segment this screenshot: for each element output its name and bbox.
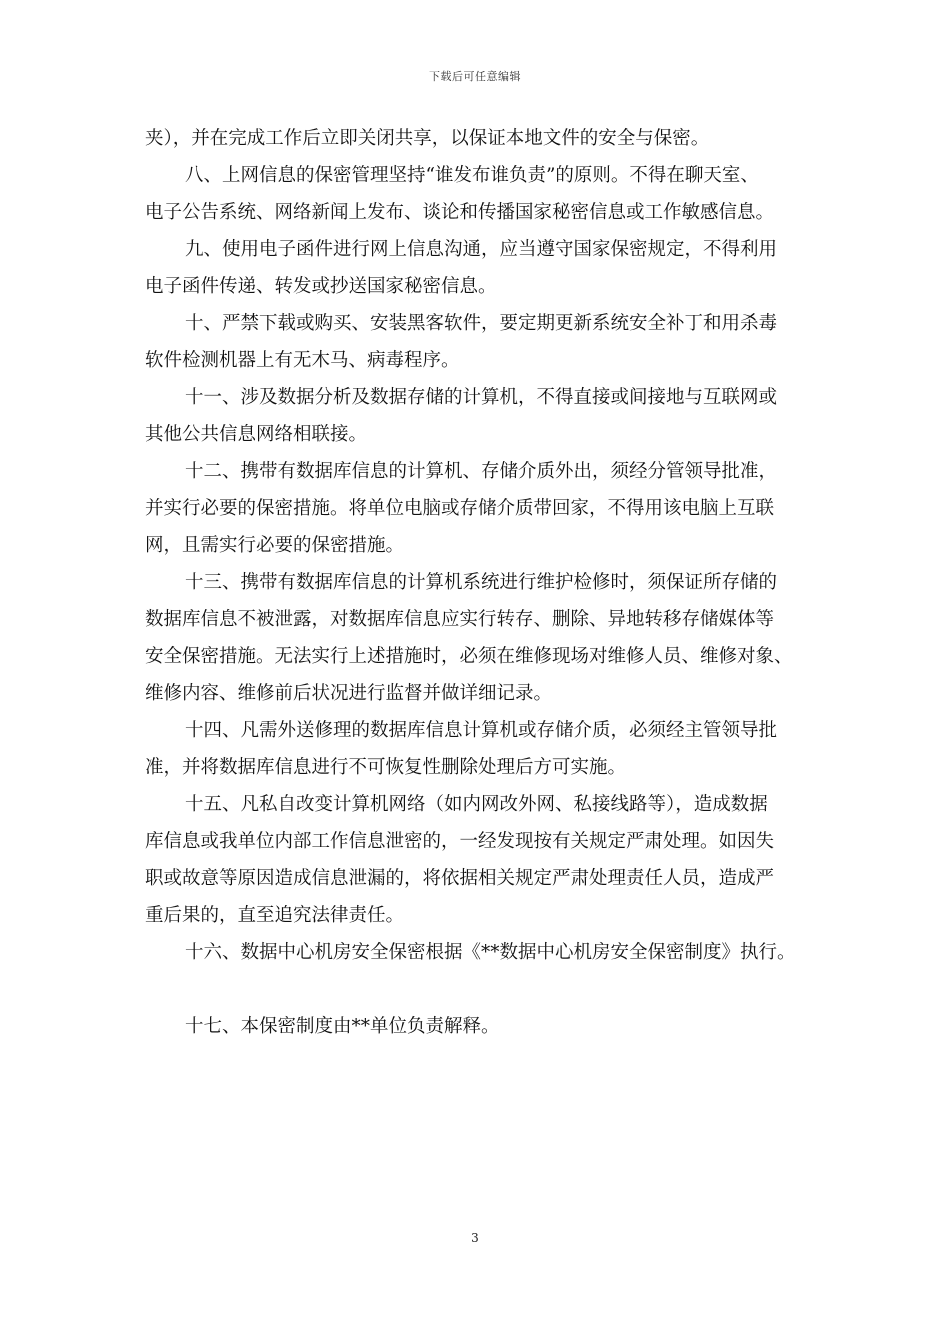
text-line: 软件检测机器上有无木马、病毒程序。 — [145, 350, 460, 371]
text-line: 准，并将数据库信息进行不可恢复性删除处理后方可实施。 — [145, 757, 627, 778]
document-body — [145, 120, 815, 1045]
paragraph-gap — [145, 971, 815, 1008]
text-line: 十、严禁下载或购买、安装黑客软件，要定期更新系统安全补丁和用杀毒 — [185, 313, 778, 334]
text-line: 电子公告系统、网络新闻上发布、谈论和传播国家秘密信息或工作敏感信息。 — [145, 202, 775, 223]
text-line: 安全保密措施。无法实行上述措施时，必须在维修现场对维修人员、维修对象、 — [145, 646, 793, 667]
text-line: 十六、数据中心机房安全保密根据《**数据中心机房安全保密制度》执行。 — [185, 942, 796, 963]
text-line: 并实行必要的保密措施。将单位电脑或存储介质带回家，不得用该电脑上互联 — [145, 498, 775, 519]
page-number: 3 — [471, 1231, 479, 1245]
text-line: 夹），并在完成工作后立即关闭共享，以保证本地文件的安全与保密。 — [145, 128, 710, 149]
text-line: 职或故意等原因造成信息泄漏的，将依据相关规定严肃处理责任人员，造成严 — [145, 868, 775, 889]
text-line: 十七、本保密制度由**单位负责解释。 — [185, 1016, 500, 1037]
text-line: 重后果的，直至追究法律责任。 — [145, 905, 405, 926]
text-line: 维修内容、维修前后状况进行监督并做详细记录。 — [145, 683, 553, 704]
text-line: 十五、凡私自改变计算机网络（如内网改外网、私接线路等），造成数据 — [185, 794, 768, 815]
text-line: 八、上网信息的保密管理坚持“谁发布谁负责”的原则。不得在聊天室、 — [185, 165, 759, 186]
text-line: 十四、凡需外送修理的数据库信息计算机或存储介质，必须经主管领导批 — [185, 720, 778, 741]
text-line: 其他公共信息网络相联接。 — [145, 424, 368, 445]
text-line: 电子函件传递、转发或抄送国家秘密信息。 — [145, 276, 497, 297]
text-line: 数据库信息不被泄露，对数据库信息应实行转存、删除、异地转移存储媒体等 — [145, 609, 775, 630]
text-line: 九、使用电子函件进行网上信息沟通，应当遵守国家保密规定，不得利用 — [185, 239, 778, 260]
text-line: 十一、涉及数据分析及数据存储的计算机，不得直接或间接地与互联网或 — [185, 387, 778, 408]
text-line: 网，且需实行必要的保密措施。 — [145, 535, 405, 556]
page-header: 下载后可任意编辑 — [429, 70, 521, 83]
text-line: 十三、携带有数据库信息的计算机系统进行维护检修时，须保证所存储的 — [185, 572, 778, 593]
text-line: 十二、携带有数据库信息的计算机、存储介质外出，须经分管领导批准， — [185, 461, 778, 482]
text-line: 库信息或我单位内部工作信息泄密的，一经发现按有关规定严肃处理。如因失 — [145, 831, 775, 852]
